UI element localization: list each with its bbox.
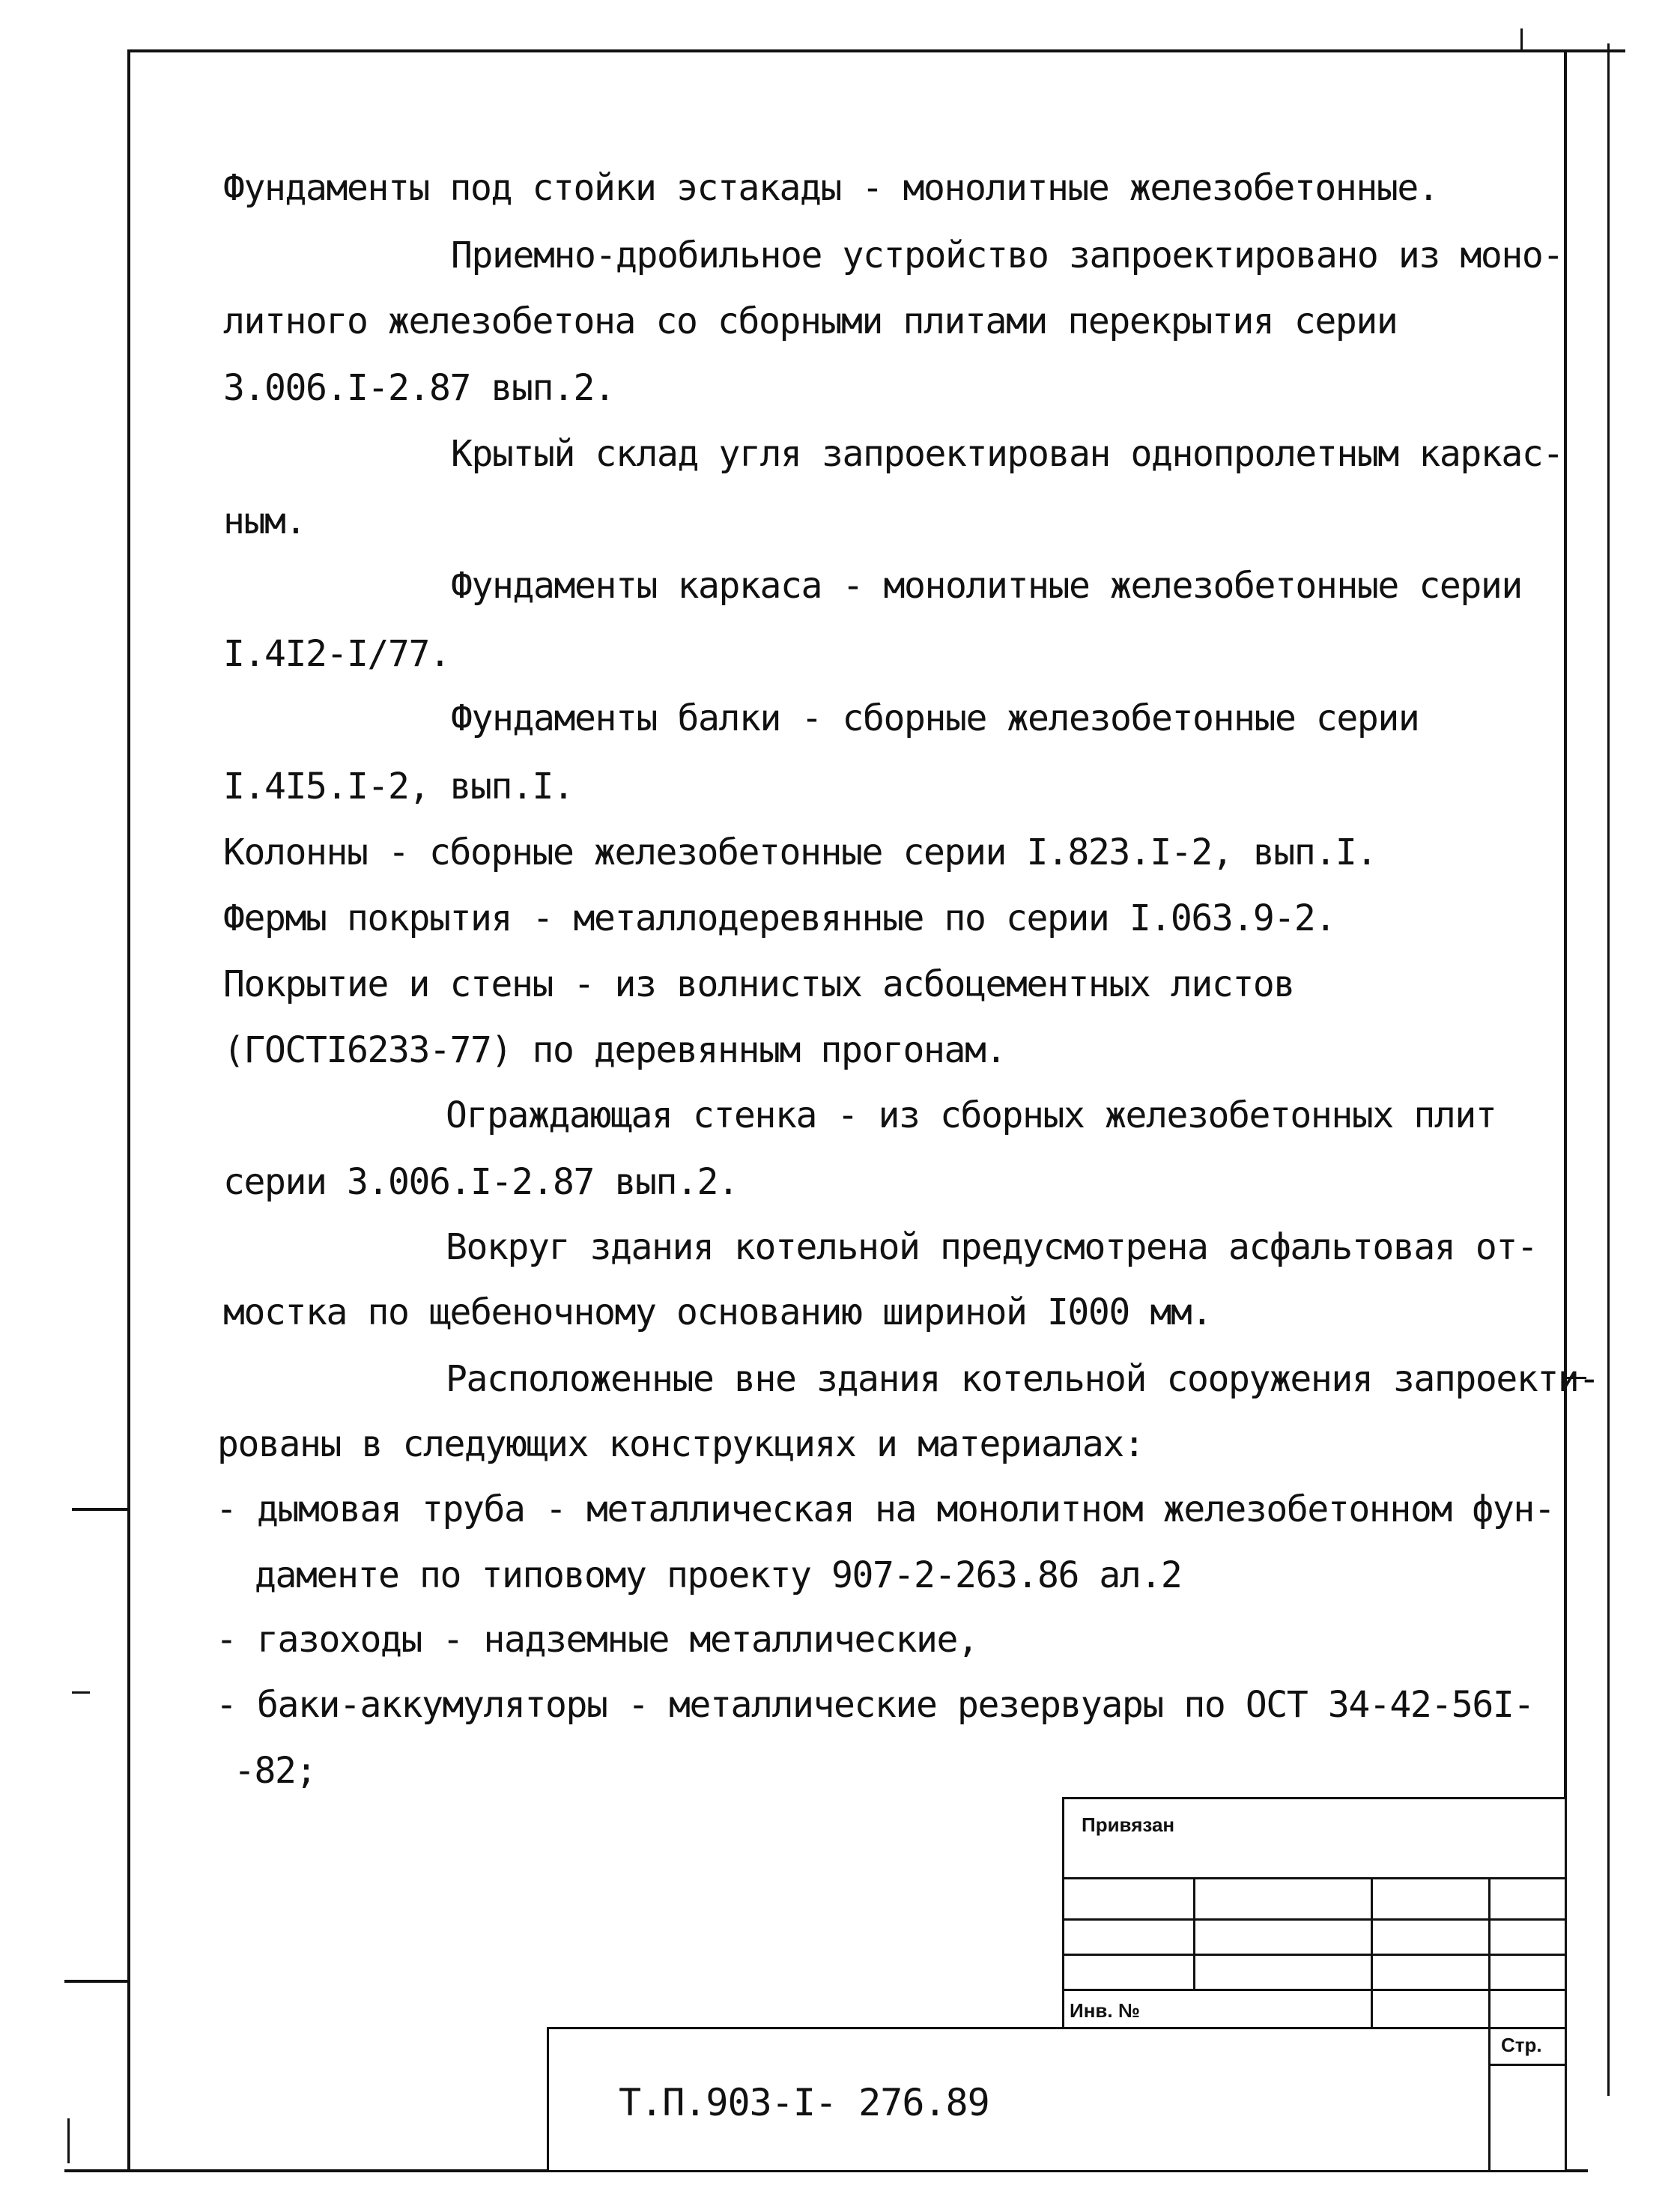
text-line: Колонны - сборные железобетонные серии I.823.I-2, вып.I. xyxy=(223,831,1377,873)
frame-outer-right-border xyxy=(1607,43,1610,2096)
stamp-grid-cell xyxy=(1062,1877,1195,1921)
frame-top-border xyxy=(127,49,1625,52)
stamp-grid-cell xyxy=(1371,1877,1491,1921)
stamp-grid-cell xyxy=(1488,1954,1567,1991)
text-line: -82; xyxy=(234,1750,316,1792)
text-line: Фундаменты под стойки эстакады - монолитные железобетонные. xyxy=(223,167,1439,209)
frame-top-tick xyxy=(1520,28,1523,51)
document-code: Т.П.903-I- 276.89 xyxy=(619,2081,989,2124)
margin-tick-mark xyxy=(72,1691,90,1694)
margin-tick-mark xyxy=(72,1508,130,1511)
stamp-grid-cell xyxy=(1193,1954,1373,1991)
text-line: Покрытие и стены - из волнистых асбоцементных листов xyxy=(223,963,1294,1005)
text-line: I.4I5.I-2, вып.I. xyxy=(223,766,574,807)
text-line: (ГОСТI6233-77) по деревянным прогонам. xyxy=(223,1029,1006,1071)
stamp-grid-cell xyxy=(1488,1989,1567,2029)
text-line: Ограждающая стенка - из сборных железобетонных плит xyxy=(446,1094,1496,1136)
text-line: 3.006.I-2.87 вып.2. xyxy=(223,367,615,409)
text-line: Расположенные вне здания котельной сооружения запроекти- xyxy=(446,1358,1599,1400)
text-line: серии 3.006.I-2.87 вып.2. xyxy=(223,1161,739,1203)
text-line: - дымовая труба - металлическая на монолитном железобетонном фун- xyxy=(216,1488,1555,1530)
text-line: мостка по щебеночному основанию шириной I000 мм. xyxy=(223,1291,1212,1333)
stamp-grid-cell xyxy=(1488,1877,1567,1921)
stamp-grid-cell xyxy=(1488,1918,1567,1956)
stamp-grid-cell xyxy=(1062,1954,1195,1991)
text-line: I.4I2-I/77. xyxy=(223,633,450,675)
stamp-attached-label: Привязан xyxy=(1082,1813,1175,1836)
text-line: рованы в следующих конструкциях и материалах: xyxy=(217,1423,1144,1465)
text-line: Фундаменты балки - сборные железобетонные серии xyxy=(451,697,1419,739)
text-line: - баки-аккумуляторы - металлические резервуары по ОСТ 34-42-56I- xyxy=(216,1684,1534,1726)
margin-tick-mark xyxy=(64,1980,130,1983)
stamp-grid-cell xyxy=(1371,1954,1491,1991)
text-line: литного железобетона со сборными плитами перекрытия серии xyxy=(223,300,1398,342)
stamp-grid-cell xyxy=(1193,1918,1373,1956)
stamp-page-number-cell xyxy=(1488,2064,1567,2172)
text-line: - газоходы - надземные металлические, xyxy=(216,1619,978,1661)
text-line: Вокруг здания котельной предусмотрена асфальтовая от- xyxy=(446,1226,1538,1268)
text-line: Фермы покрытия - металлодеревянные по серии I.063.9-2. xyxy=(223,897,1335,939)
stamp-grid-cell xyxy=(1371,1918,1491,1956)
text-line: даменте по типовому проекту 907-2-263.86 ал.2 xyxy=(255,1554,1182,1596)
text-line: Крытый склад угля запроектирован однопролетным каркас- xyxy=(451,433,1563,475)
margin-tick-mark xyxy=(67,2118,70,2163)
stamp-attached-cell xyxy=(1062,1797,1567,1879)
text-line: ным. xyxy=(223,500,306,542)
stamp-grid-cell xyxy=(1371,1989,1491,2029)
stamp-page-label: Стр. xyxy=(1501,2034,1542,2056)
stamp-grid-cell xyxy=(1062,1918,1195,1956)
text-line: Приемно-дробильное устройство запроектировано из моно- xyxy=(451,234,1563,276)
text-line: Фундаменты каркаса - монолитные железобетонные серии xyxy=(451,565,1522,607)
frame-left-border xyxy=(127,49,130,2172)
stamp-inv-label: Инв. № xyxy=(1070,1999,1140,2022)
stamp-grid-cell xyxy=(1193,1877,1373,1921)
